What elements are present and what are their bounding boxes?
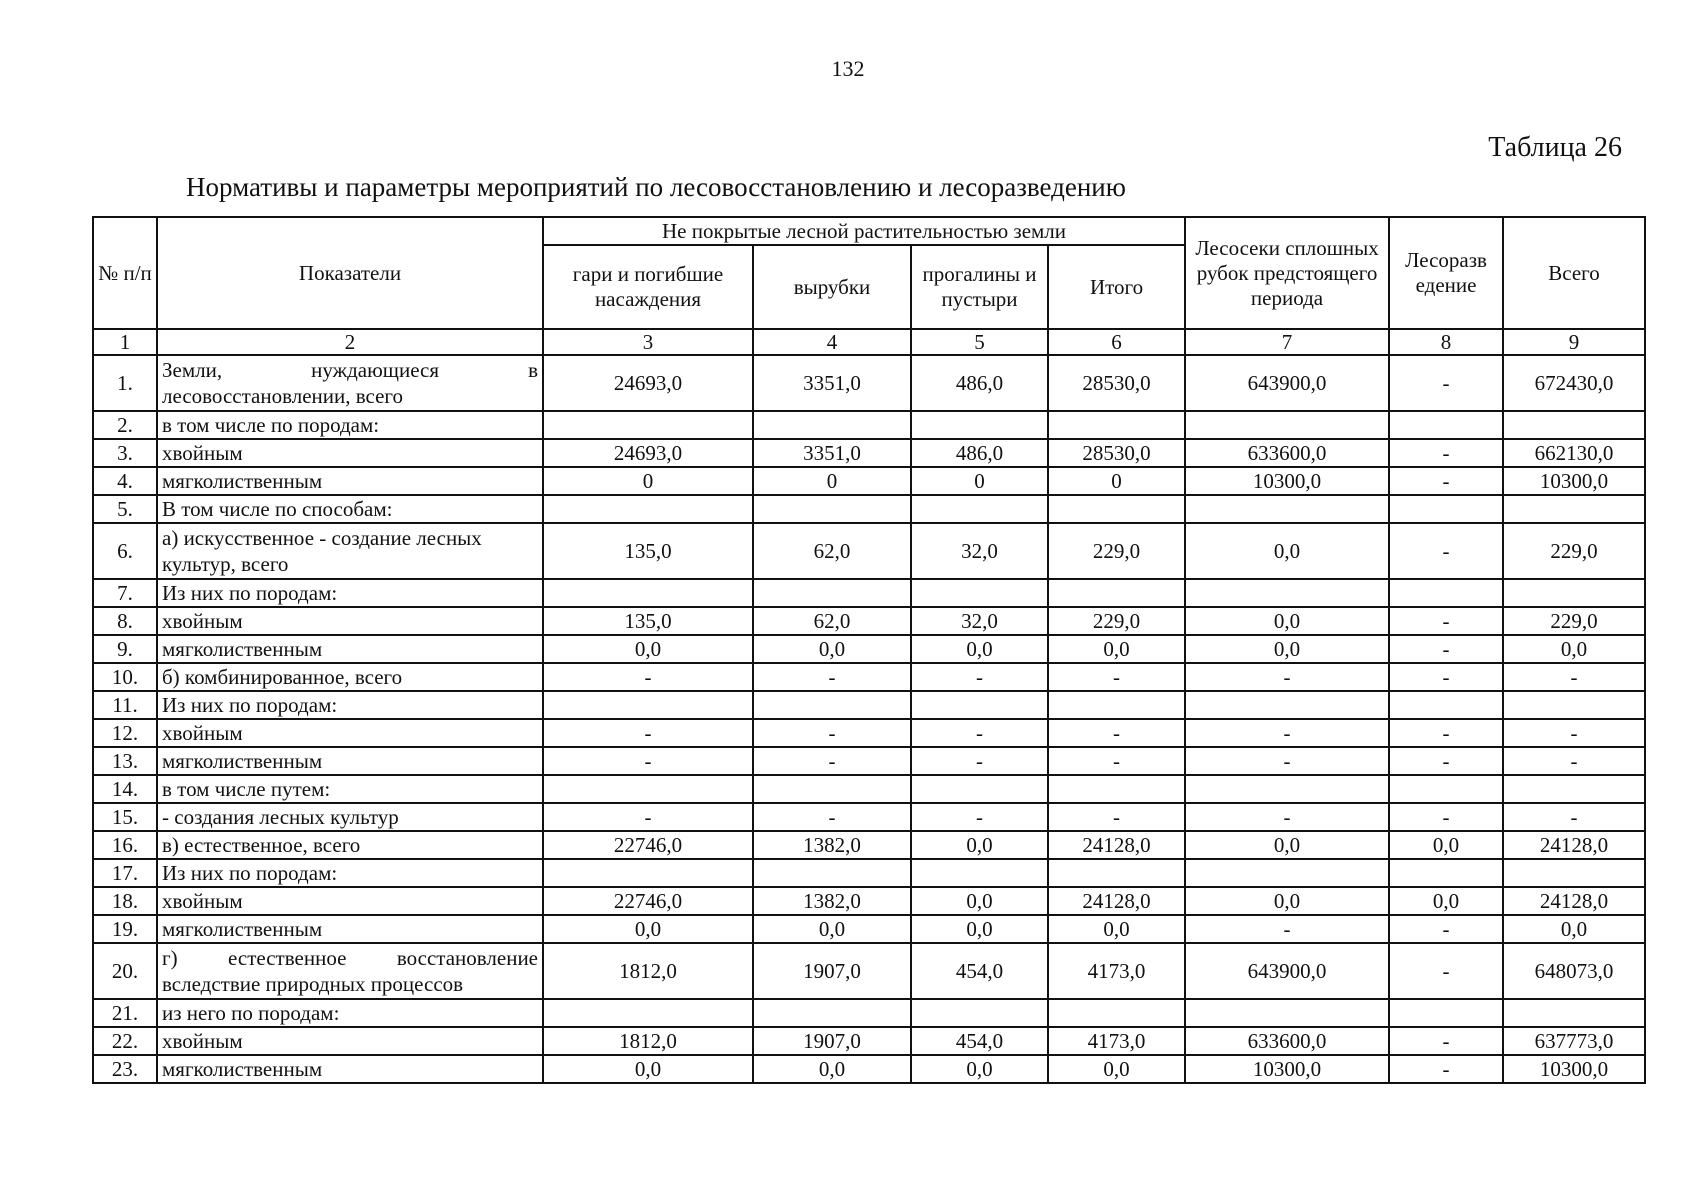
- row-value: -: [543, 803, 753, 831]
- table-row: [93, 691, 1645, 719]
- row-label: мягколиственным: [157, 915, 543, 943]
- column-number: 6: [1048, 329, 1185, 355]
- row-value: -: [1048, 663, 1185, 691]
- row-value: [1048, 579, 1185, 607]
- row-value: -: [911, 663, 1048, 691]
- row-value: 10300,0: [1185, 1055, 1389, 1083]
- row-value: [1389, 691, 1503, 719]
- row-value: 648073,0: [1503, 943, 1645, 999]
- page-number: 132: [831, 56, 865, 81]
- row-value: 229,0: [1503, 523, 1645, 579]
- row-value: [1389, 999, 1503, 1027]
- row-value: 0,0: [1048, 1055, 1185, 1083]
- row-value: [543, 579, 753, 607]
- row-label: в) естественное, всего: [157, 831, 543, 859]
- row-value: [1503, 495, 1645, 523]
- row-value: 0: [1048, 467, 1185, 495]
- row-value: 1382,0: [753, 887, 911, 915]
- row-value: 135,0: [543, 523, 753, 579]
- row-label: хвойным: [157, 439, 543, 467]
- header-total: Всего: [1503, 217, 1645, 329]
- row-value: 1812,0: [543, 943, 753, 999]
- row-value: -: [1389, 1055, 1503, 1083]
- table-row: [93, 803, 1645, 831]
- row-value: -: [753, 747, 911, 775]
- row-value: 0,0: [911, 887, 1048, 915]
- row-label: - создания лесных культур: [157, 803, 543, 831]
- row-number: 14.: [93, 775, 157, 803]
- row-value: -: [1389, 803, 1503, 831]
- row-value: [1048, 775, 1185, 803]
- row-value: 3351,0: [753, 355, 911, 411]
- row-value: -: [753, 803, 911, 831]
- row-value: 24693,0: [543, 439, 753, 467]
- row-value: 0: [543, 467, 753, 495]
- row-value: [1503, 999, 1645, 1027]
- row-value: 1907,0: [753, 1027, 911, 1055]
- row-value: 32,0: [911, 607, 1048, 635]
- row-value: [911, 775, 1048, 803]
- row-value: 4173,0: [1048, 943, 1185, 999]
- table-row: [93, 467, 1645, 495]
- row-number: 4.: [93, 467, 157, 495]
- row-value: [753, 691, 911, 719]
- table-row: [93, 579, 1645, 607]
- row-value: 28530,0: [1048, 439, 1185, 467]
- row-value: [543, 775, 753, 803]
- table-title: Нормативы и параметры мероприятий по лесовосстановлению и лесоразведению: [186, 172, 1126, 202]
- table-row: [93, 411, 1645, 439]
- row-value: -: [1389, 467, 1503, 495]
- row-value: 229,0: [1503, 607, 1645, 635]
- row-value: 10300,0: [1185, 467, 1389, 495]
- row-value: 229,0: [1048, 523, 1185, 579]
- row-value: 32,0: [911, 523, 1048, 579]
- row-value: 0,0: [753, 635, 911, 663]
- column-number-row: [93, 329, 1645, 355]
- header-afforestation: Лесоразв едение: [1389, 217, 1503, 329]
- row-number: 2.: [93, 411, 157, 439]
- row-value: 486,0: [911, 355, 1048, 411]
- row-number: 18.: [93, 887, 157, 915]
- row-value: 229,0: [1048, 607, 1185, 635]
- standards-table: [92, 216, 1646, 1084]
- row-value: 0,0: [1185, 887, 1389, 915]
- column-number: 7: [1185, 329, 1389, 355]
- row-value: -: [1389, 523, 1503, 579]
- row-label: Из них по породам:: [157, 579, 543, 607]
- column-number: 9: [1503, 329, 1645, 355]
- row-value: [911, 411, 1048, 439]
- table-row: [93, 943, 1645, 999]
- row-value: 1812,0: [543, 1027, 753, 1055]
- table-body: [93, 355, 1645, 1083]
- row-value: 28530,0: [1048, 355, 1185, 411]
- row-value: 24128,0: [1503, 887, 1645, 915]
- column-number: 1: [93, 329, 157, 355]
- row-value: [1503, 691, 1645, 719]
- row-value: 662130,0: [1503, 439, 1645, 467]
- row-value: 0: [911, 467, 1048, 495]
- row-label: в том числе по породам:: [157, 411, 543, 439]
- table-row: [93, 1055, 1645, 1083]
- column-number: 2: [157, 329, 543, 355]
- row-value: 24128,0: [1048, 887, 1185, 915]
- row-value: [1389, 495, 1503, 523]
- row-value: -: [1048, 747, 1185, 775]
- row-value: -: [1389, 439, 1503, 467]
- row-value: 10300,0: [1503, 1055, 1645, 1083]
- row-value: 22746,0: [543, 887, 753, 915]
- row-number: 1.: [93, 355, 157, 411]
- row-value: -: [543, 719, 753, 747]
- row-value: -: [1185, 803, 1389, 831]
- row-number: 19.: [93, 915, 157, 943]
- row-value: 1382,0: [753, 831, 911, 859]
- row-number: 12.: [93, 719, 157, 747]
- row-label: Земли, нуждающиеся в лесовосстановлении, всего: [157, 355, 543, 411]
- row-label: из него по породам:: [157, 999, 543, 1027]
- table-row: [93, 775, 1645, 803]
- row-value: 24693,0: [543, 355, 753, 411]
- row-value: [1503, 411, 1645, 439]
- row-value: 0: [753, 467, 911, 495]
- row-number: 15.: [93, 803, 157, 831]
- header-num: № п/п: [93, 217, 157, 329]
- table-row: [93, 887, 1645, 915]
- row-value: 62,0: [753, 607, 911, 635]
- row-value: 24128,0: [1503, 831, 1645, 859]
- row-value: [1389, 579, 1503, 607]
- row-value: 0,0: [1185, 523, 1389, 579]
- row-value: 0,0: [911, 915, 1048, 943]
- row-value: 0,0: [543, 915, 753, 943]
- row-value: -: [1389, 915, 1503, 943]
- column-number: 3: [543, 329, 753, 355]
- row-number: 9.: [93, 635, 157, 663]
- row-number: 5.: [93, 495, 157, 523]
- row-number: 8.: [93, 607, 157, 635]
- row-value: [753, 579, 911, 607]
- row-value: -: [1048, 719, 1185, 747]
- row-value: 3351,0: [753, 439, 911, 467]
- row-value: [911, 999, 1048, 1027]
- row-number: 23.: [93, 1055, 157, 1083]
- row-value: -: [911, 803, 1048, 831]
- row-value: 0,0: [911, 1055, 1048, 1083]
- row-value: 0,0: [543, 1055, 753, 1083]
- row-value: [753, 775, 911, 803]
- row-number: 6.: [93, 523, 157, 579]
- row-value: 135,0: [543, 607, 753, 635]
- row-value: -: [911, 747, 1048, 775]
- row-value: -: [543, 747, 753, 775]
- row-value: -: [1503, 719, 1645, 747]
- row-label: мягколиственным: [157, 467, 543, 495]
- row-value: 1907,0: [753, 943, 911, 999]
- row-value: [911, 859, 1048, 887]
- row-number: 16.: [93, 831, 157, 859]
- row-value: -: [911, 719, 1048, 747]
- row-value: -: [753, 663, 911, 691]
- row-value: [1185, 411, 1389, 439]
- row-value: -: [543, 663, 753, 691]
- row-value: 637773,0: [1503, 1027, 1645, 1055]
- row-value: [543, 999, 753, 1027]
- row-value: 0,0: [1185, 607, 1389, 635]
- table-row: [93, 607, 1645, 635]
- row-number: 21.: [93, 999, 157, 1027]
- row-value: -: [1185, 915, 1389, 943]
- row-number: 20.: [93, 943, 157, 999]
- table-row: [93, 355, 1645, 411]
- row-value: 454,0: [911, 1027, 1048, 1055]
- row-value: [543, 859, 753, 887]
- row-value: [1185, 691, 1389, 719]
- row-label: в том числе путем:: [157, 775, 543, 803]
- row-value: -: [1389, 943, 1503, 999]
- row-value: [1048, 859, 1185, 887]
- row-label: а) искусственное - создание лесных культур, всего: [157, 523, 543, 579]
- row-value: [1185, 579, 1389, 607]
- row-label: г) естественное восстановление вследствие природных процессов: [157, 943, 543, 999]
- row-value: 633600,0: [1185, 439, 1389, 467]
- row-value: -: [1185, 719, 1389, 747]
- row-value: [1185, 859, 1389, 887]
- row-number: 3.: [93, 439, 157, 467]
- row-value: 24128,0: [1048, 831, 1185, 859]
- table-row: [93, 747, 1645, 775]
- row-value: 0,0: [1185, 635, 1389, 663]
- column-number: 5: [911, 329, 1048, 355]
- row-value: [753, 859, 911, 887]
- row-number: 22.: [93, 1027, 157, 1055]
- table-row: [93, 635, 1645, 663]
- row-value: [1503, 579, 1645, 607]
- row-value: 4173,0: [1048, 1027, 1185, 1055]
- table-row: [93, 495, 1645, 523]
- row-value: [1048, 691, 1185, 719]
- row-number: 17.: [93, 859, 157, 887]
- row-number: 11.: [93, 691, 157, 719]
- column-number: 4: [753, 329, 911, 355]
- row-value: -: [1389, 663, 1503, 691]
- row-label: хвойным: [157, 887, 543, 915]
- row-value: [753, 495, 911, 523]
- row-label: хвойным: [157, 607, 543, 635]
- row-value: -: [1503, 747, 1645, 775]
- row-value: -: [1389, 635, 1503, 663]
- row-value: [911, 691, 1048, 719]
- row-value: [1185, 775, 1389, 803]
- row-value: [753, 999, 911, 1027]
- row-number: 7.: [93, 579, 157, 607]
- table-row: [93, 439, 1645, 467]
- row-value: 672430,0: [1503, 355, 1645, 411]
- row-label: Из них по породам:: [157, 859, 543, 887]
- row-value: -: [1503, 663, 1645, 691]
- table-row: [93, 1027, 1645, 1055]
- row-value: [1048, 495, 1185, 523]
- table-row: [93, 523, 1645, 579]
- header-indicators: Показатели: [157, 217, 543, 329]
- row-value: -: [1389, 719, 1503, 747]
- row-value: -: [1185, 663, 1389, 691]
- header-clearings: вырубки: [753, 245, 911, 329]
- row-value: [1048, 999, 1185, 1027]
- row-value: 0,0: [1048, 915, 1185, 943]
- row-value: 643900,0: [1185, 943, 1389, 999]
- row-value: 633600,0: [1185, 1027, 1389, 1055]
- table-row: [93, 831, 1645, 859]
- row-value: 0,0: [911, 831, 1048, 859]
- row-value: [1048, 411, 1185, 439]
- row-value: [1389, 859, 1503, 887]
- row-label: Из них по породам:: [157, 691, 543, 719]
- table-row: [93, 915, 1645, 943]
- row-label: мягколиственным: [157, 635, 543, 663]
- row-value: -: [1389, 355, 1503, 411]
- row-value: 0,0: [1048, 635, 1185, 663]
- row-value: 0,0: [1503, 635, 1645, 663]
- row-value: 643900,0: [1185, 355, 1389, 411]
- row-value: [1503, 775, 1645, 803]
- row-value: -: [1389, 607, 1503, 635]
- row-value: [543, 495, 753, 523]
- row-label: В том числе по способам:: [157, 495, 543, 523]
- table-row: [93, 999, 1645, 1027]
- row-value: -: [1503, 803, 1645, 831]
- row-label: б) комбинированное, всего: [157, 663, 543, 691]
- row-value: [543, 411, 753, 439]
- row-value: [1389, 411, 1503, 439]
- column-number: 8: [1389, 329, 1503, 355]
- row-value: 0,0: [1185, 831, 1389, 859]
- header-burned: гари и погибшие насаждения: [543, 245, 753, 329]
- table-row: [93, 663, 1645, 691]
- row-value: [543, 691, 753, 719]
- row-value: [753, 411, 911, 439]
- row-value: -: [753, 719, 911, 747]
- row-value: 10300,0: [1503, 467, 1645, 495]
- row-value: -: [1048, 803, 1185, 831]
- row-value: 0,0: [1389, 887, 1503, 915]
- header-glades: прогалины и пустыри: [911, 245, 1048, 329]
- row-value: -: [1389, 747, 1503, 775]
- row-value: 454,0: [911, 943, 1048, 999]
- row-value: 62,0: [753, 523, 911, 579]
- row-number: 10.: [93, 663, 157, 691]
- row-value: 0,0: [1389, 831, 1503, 859]
- table-caption: Таблица 26: [1488, 132, 1622, 163]
- table-row: [93, 719, 1645, 747]
- row-label: хвойным: [157, 1027, 543, 1055]
- row-number: 13.: [93, 747, 157, 775]
- row-value: [1389, 775, 1503, 803]
- row-value: 0,0: [753, 915, 911, 943]
- row-value: [1185, 495, 1389, 523]
- row-value: [1503, 859, 1645, 887]
- header-subtotal: Итого: [1048, 245, 1185, 329]
- row-value: 486,0: [911, 439, 1048, 467]
- row-value: -: [1185, 747, 1389, 775]
- row-label: мягколиственным: [157, 1055, 543, 1083]
- row-value: 0,0: [1503, 915, 1645, 943]
- row-value: 22746,0: [543, 831, 753, 859]
- header-cutting-areas: Лесосеки сплошных рубок предстоящего периода: [1185, 217, 1389, 329]
- header-uncovered-lands: Не покрытые лесной растительностью земли: [543, 217, 1185, 245]
- row-value: [911, 495, 1048, 523]
- table-row: [93, 859, 1645, 887]
- row-label: мягколиственным: [157, 747, 543, 775]
- row-value: 0,0: [911, 635, 1048, 663]
- row-value: 0,0: [543, 635, 753, 663]
- row-value: [1185, 999, 1389, 1027]
- row-value: -: [1389, 1027, 1503, 1055]
- row-value: [911, 579, 1048, 607]
- row-value: 0,0: [753, 1055, 911, 1083]
- row-label: хвойным: [157, 719, 543, 747]
